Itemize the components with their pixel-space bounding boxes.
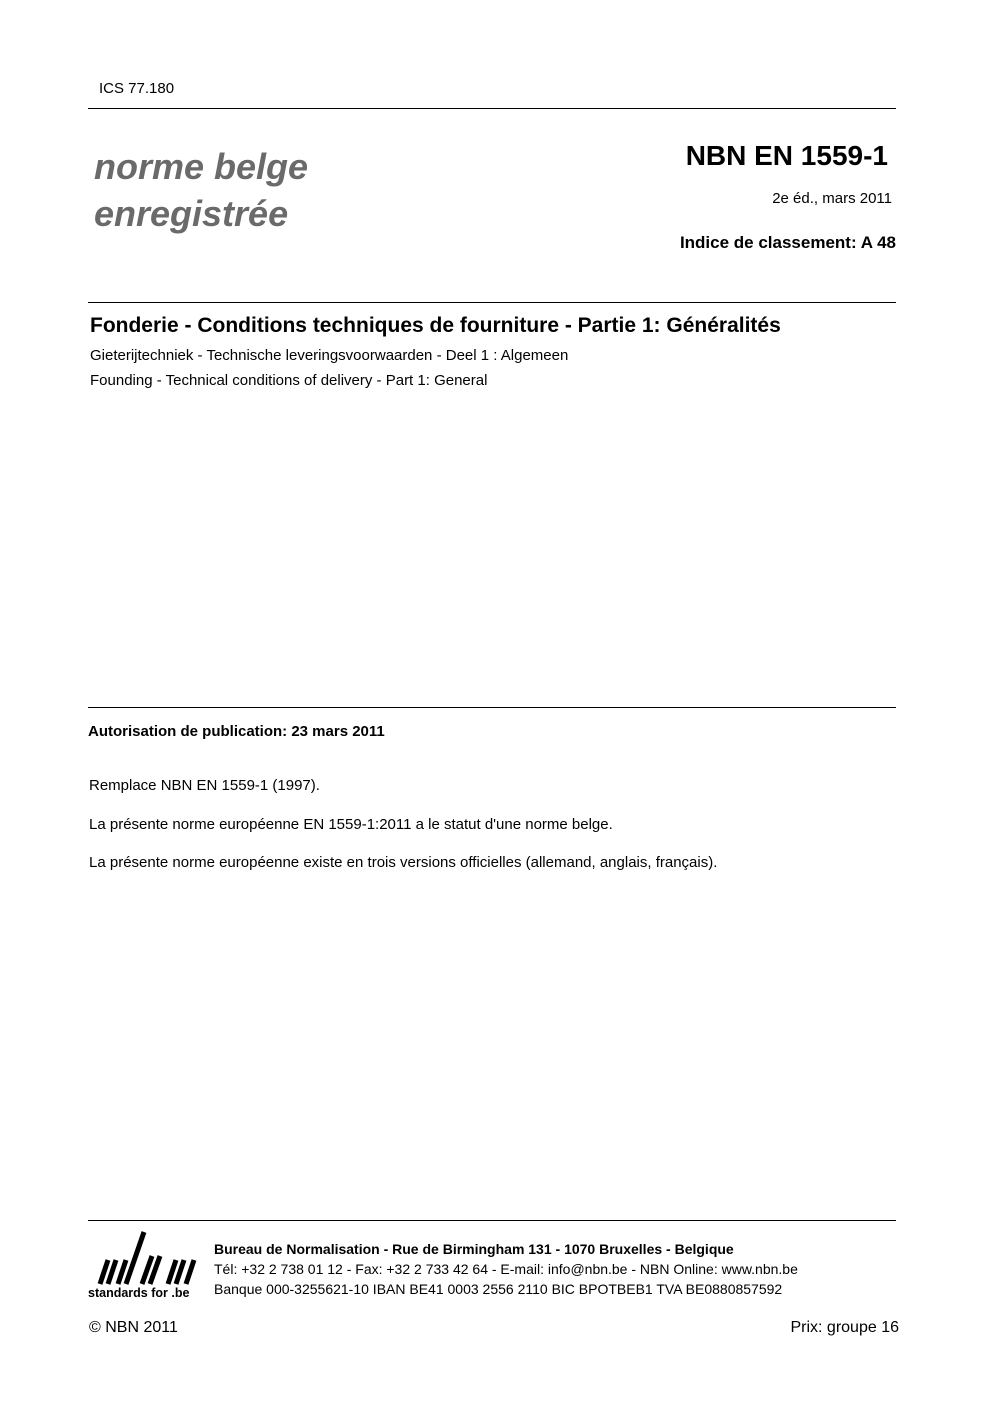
nbn-logo <box>86 1228 204 1310</box>
footer-address: Bureau de Normalisation - Rue de Birmingham 131 - 1070 Bruxelles - Belgique <box>214 1241 734 1257</box>
footer-bank: Banque 000-3255621-10 IBAN BE41 0003 2556 2110 BIC BPOTBEB1 TVA BE0880857592 <box>214 1281 783 1297</box>
header-divider <box>88 108 896 109</box>
copyright: © NBN 2011 <box>89 1319 178 1336</box>
footer-contact: Tél: +32 2 738 01 12 - Fax: +32 2 733 42 64 - E-mail: info@nbn.be - NBN Online: www.nbn.be <box>214 1261 798 1277</box>
footer-divider <box>88 1220 896 1221</box>
paragraph-replaces: Remplace NBN EN 1559-1 (1997). <box>89 777 320 794</box>
publication-authorisation: Autorisation de publication: 23 mars 2011 <box>88 723 385 740</box>
price-group: Prix: groupe 16 <box>790 1319 899 1336</box>
edition: 2e éd., mars 2011 <box>772 190 892 207</box>
norme-line-1: norme belge <box>94 146 309 187</box>
title-english: Founding - Technical conditions of delivery - Part 1: General <box>90 372 488 389</box>
classification-index: Indice de classement: A 48 <box>679 233 896 252</box>
paragraph-status: La présente norme européenne EN 1559-1:2011 a le statut d'une norme belge. <box>89 816 613 833</box>
nbn-logo-icon <box>86 1228 204 1288</box>
title-divider <box>88 302 896 303</box>
standard-number: NBN EN 1559-1 <box>685 140 888 171</box>
title-french: Fonderie - Conditions techniques de fourniture - Partie 1: Généralités <box>90 314 781 337</box>
publication-divider <box>88 707 896 708</box>
logo-tagline: standards for .be <box>88 1286 190 1300</box>
title-dutch: Gieterijtechniek - Technische leveringsvoorwaarden - Deel 1 : Algemeen <box>90 347 569 364</box>
ics-code: ICS 77.180 <box>99 80 175 97</box>
norme-heading <box>94 143 308 237</box>
norme-line-2: enregistrée <box>94 193 289 234</box>
paragraph-versions: La présente norme européenne existe en trois versions officielles (allemand, anglais, français). <box>89 854 718 871</box>
